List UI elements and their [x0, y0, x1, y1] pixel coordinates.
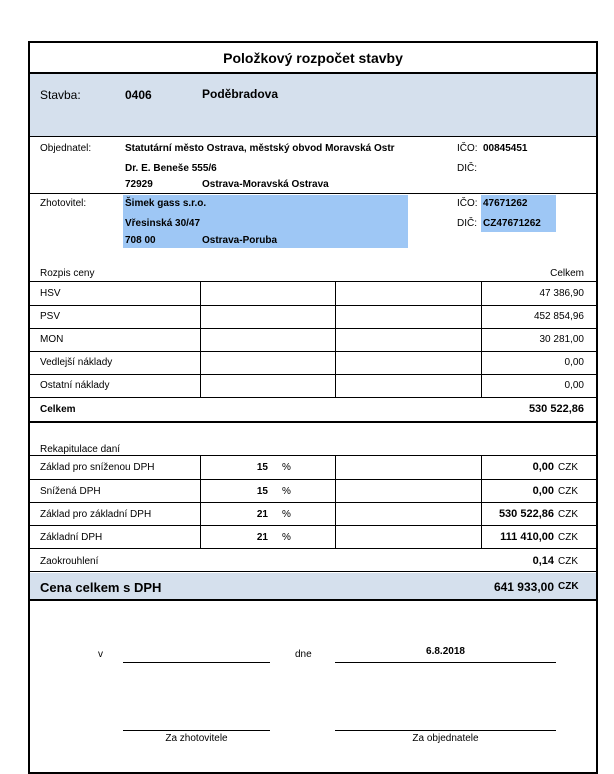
stavba-label: Stavba: — [40, 88, 81, 102]
rozpis-heading: Rozpis ceny — [40, 268, 95, 279]
date-line — [335, 662, 556, 663]
divider — [28, 455, 598, 456]
tax-row-rate: 21 — [256, 532, 268, 543]
column-divider — [335, 281, 336, 398]
divider — [28, 479, 598, 480]
column-divider — [200, 455, 201, 549]
column-divider — [335, 455, 336, 549]
rozpis-row-label: Ostatní náklady — [40, 380, 110, 391]
rozpis-row-label: MON — [40, 334, 64, 345]
rozpis-row-value: 0,00 — [564, 380, 584, 391]
rounding-label: Zaokrouhlení — [40, 556, 99, 567]
divider — [28, 571, 598, 572]
divider — [28, 502, 598, 503]
zhotovitel-name: Šimek gass s.r.o. — [125, 198, 207, 209]
rozpis-total-heading: Celkem — [550, 268, 584, 279]
date-value: 6.8.2018 — [426, 646, 465, 657]
zhotovitel-ico: 47671262 — [483, 198, 528, 209]
rozpis-total-label: Celkem — [40, 404, 76, 415]
date-label: dne — [295, 649, 312, 660]
tax-row-currency: CZK — [558, 486, 578, 497]
divider — [28, 421, 598, 423]
zhotovitel-street: Vřesinská 30/47 — [125, 218, 201, 229]
objednatel-dic-label: DIČ: — [457, 163, 477, 174]
grand-total-label: Cena celkem s DPH — [40, 580, 162, 595]
tax-row-currency: CZK — [558, 532, 578, 543]
stavba-band — [30, 74, 596, 136]
divider — [28, 548, 598, 549]
stavba-code: 0406 — [125, 88, 152, 102]
objednatel-ico: 00845451 — [483, 143, 528, 154]
divider — [28, 305, 598, 306]
tax-row-rate: 15 — [256, 462, 268, 473]
divider — [28, 599, 598, 601]
tax-row-label: Základ pro základní DPH — [40, 509, 152, 520]
tax-row-label: Základ pro sníženou DPH — [40, 462, 155, 473]
zhotovitel-city: Ostrava-Poruba — [202, 235, 278, 246]
rozpis-row-value: 0,00 — [564, 357, 584, 368]
place-label: v — [98, 649, 103, 660]
grand-total-currency: CZK — [558, 581, 579, 592]
tax-row-rate: 15 — [256, 486, 268, 497]
zhotovitel-ico-label: IČO: — [457, 198, 478, 209]
contractor-signature-label: Za zhotovitele — [165, 733, 228, 744]
divider — [28, 193, 598, 194]
tax-row-value: 0,00 — [532, 461, 554, 473]
rounding-currency: CZK — [558, 556, 578, 567]
objednatel-ico-label: IČO: — [457, 143, 478, 154]
zhotovitel-zip: 708 00 — [125, 235, 156, 246]
tax-row-value: 111 410,00 — [500, 531, 554, 543]
rozpis-row-label: Vedlejší náklady — [40, 357, 113, 368]
divider — [28, 397, 598, 398]
objednatel-label: Objednatel: — [40, 143, 92, 154]
page-title: Položkový rozpočet stavby — [223, 50, 403, 66]
objednatel-zip: 72929 — [125, 179, 153, 190]
tax-row-rate: 21 — [256, 509, 268, 520]
tax-row-label: Základní DPH — [40, 532, 103, 543]
rozpis-total-value: 530 522,86 — [528, 403, 584, 415]
tax-row-percent: % — [282, 532, 291, 543]
rozpis-row-label: HSV — [40, 288, 61, 299]
divider — [28, 328, 598, 329]
rozpis-row-value: 452 854,96 — [533, 311, 584, 322]
client-signature-label: Za objednatele — [412, 733, 479, 744]
tax-row-value: 530 522,86 — [498, 508, 554, 520]
objednatel-street: Dr. E. Beneše 555/6 — [125, 163, 217, 174]
tax-row-label: Snížená DPH — [40, 486, 101, 497]
divider — [28, 374, 598, 375]
rozpis-row-value: 30 281,00 — [539, 334, 584, 345]
objednatel-city: Ostrava-Moravská Ostrava — [202, 179, 329, 190]
tax-row-percent: % — [282, 509, 291, 520]
column-divider — [200, 281, 201, 398]
divider — [28, 136, 598, 137]
zhotovitel-label: Zhotovitel: — [40, 198, 87, 209]
tax-row-percent: % — [282, 486, 291, 497]
contractor-signature-line — [123, 730, 270, 731]
divider — [28, 525, 598, 526]
tax-row-value: 0,00 — [532, 485, 554, 497]
client-signature-line — [335, 730, 556, 731]
tax-row-percent: % — [282, 462, 291, 473]
grand-total-value: 641 933,00 — [493, 580, 554, 594]
place-line — [123, 662, 270, 663]
rozpis-row-value: 47 386,90 — [539, 288, 584, 299]
rounding-value: 0,14 — [532, 555, 554, 567]
tax-row-currency: CZK — [558, 509, 578, 520]
divider — [28, 351, 598, 352]
rekapitulace-heading: Rekapitulace daní — [40, 444, 121, 455]
stavba-name: Poděbradova — [202, 87, 279, 101]
objednatel-name: Statutární město Ostrava, městský obvod Moravská Ostr — [125, 143, 395, 154]
rozpis-row-label: PSV — [40, 311, 61, 322]
divider — [28, 281, 598, 282]
tax-row-currency: CZK — [558, 462, 578, 473]
zhotovitel-dic-label: DIČ: — [457, 218, 477, 229]
zhotovitel-dic: CZ47671262 — [483, 218, 541, 229]
